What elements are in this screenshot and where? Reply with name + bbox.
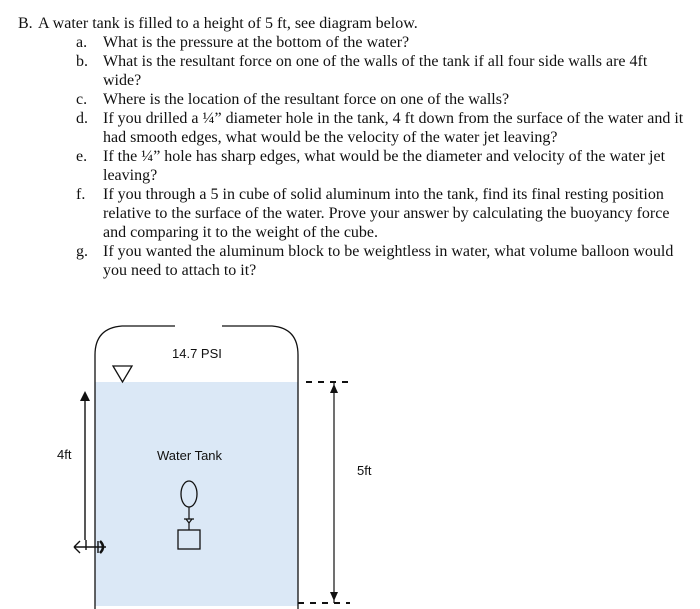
hole-depth-label: 4ft: [57, 447, 72, 462]
water-surface-symbol-icon: [113, 366, 132, 382]
question-marker: c.: [76, 91, 88, 108]
question-text: What is the resultant force on one of the walls of the tank if all four side walls are 4ft wide?: [103, 53, 648, 89]
problem-label: B.: [18, 15, 33, 32]
question-text: If you drilled a ¼” diameter hole in the tank, 4 ft down from the surface of the water and it had smooth edges, what would be the velocity of the water jet leaving?: [103, 110, 684, 146]
question-marker: f.: [76, 186, 86, 203]
pressure-label: 14.7 PSI: [172, 346, 222, 361]
arrowhead-down-icon: [330, 592, 338, 601]
arrowhead-up-icon: [80, 391, 90, 401]
question-text: Where is the location of the resultant force on one of the walls?: [103, 91, 510, 108]
question-text: What is the pressure at the bottom of the water?: [103, 34, 410, 51]
question-marker: d.: [76, 110, 88, 127]
question-marker: a.: [76, 34, 88, 51]
question-marker: e.: [76, 148, 88, 165]
question-marker: b.: [76, 53, 88, 70]
question-text: If you wanted the aluminum block to be weightless in water, what volume balloon would you need to attach to it?: [103, 243, 674, 279]
question-marker: g.: [76, 243, 88, 260]
question-text: If you through a 5 in cube of solid aluminum into the tank, find its final resting position relative to the surface of the water. Prove your answer by calculating the buoyancy force and comparing it to the weight of the cube.: [103, 186, 670, 241]
question-text: If the ¼” hole has sharp edges, what would be the diameter and velocity of the water jet leaving?: [103, 148, 666, 184]
problem-intro: A water tank is filled to a height of 5 ft, see diagram below.: [38, 15, 418, 32]
tank-label: Water Tank: [157, 448, 223, 463]
arrowhead-up-icon: [330, 384, 338, 393]
water-height-label: 5ft: [357, 463, 372, 478]
